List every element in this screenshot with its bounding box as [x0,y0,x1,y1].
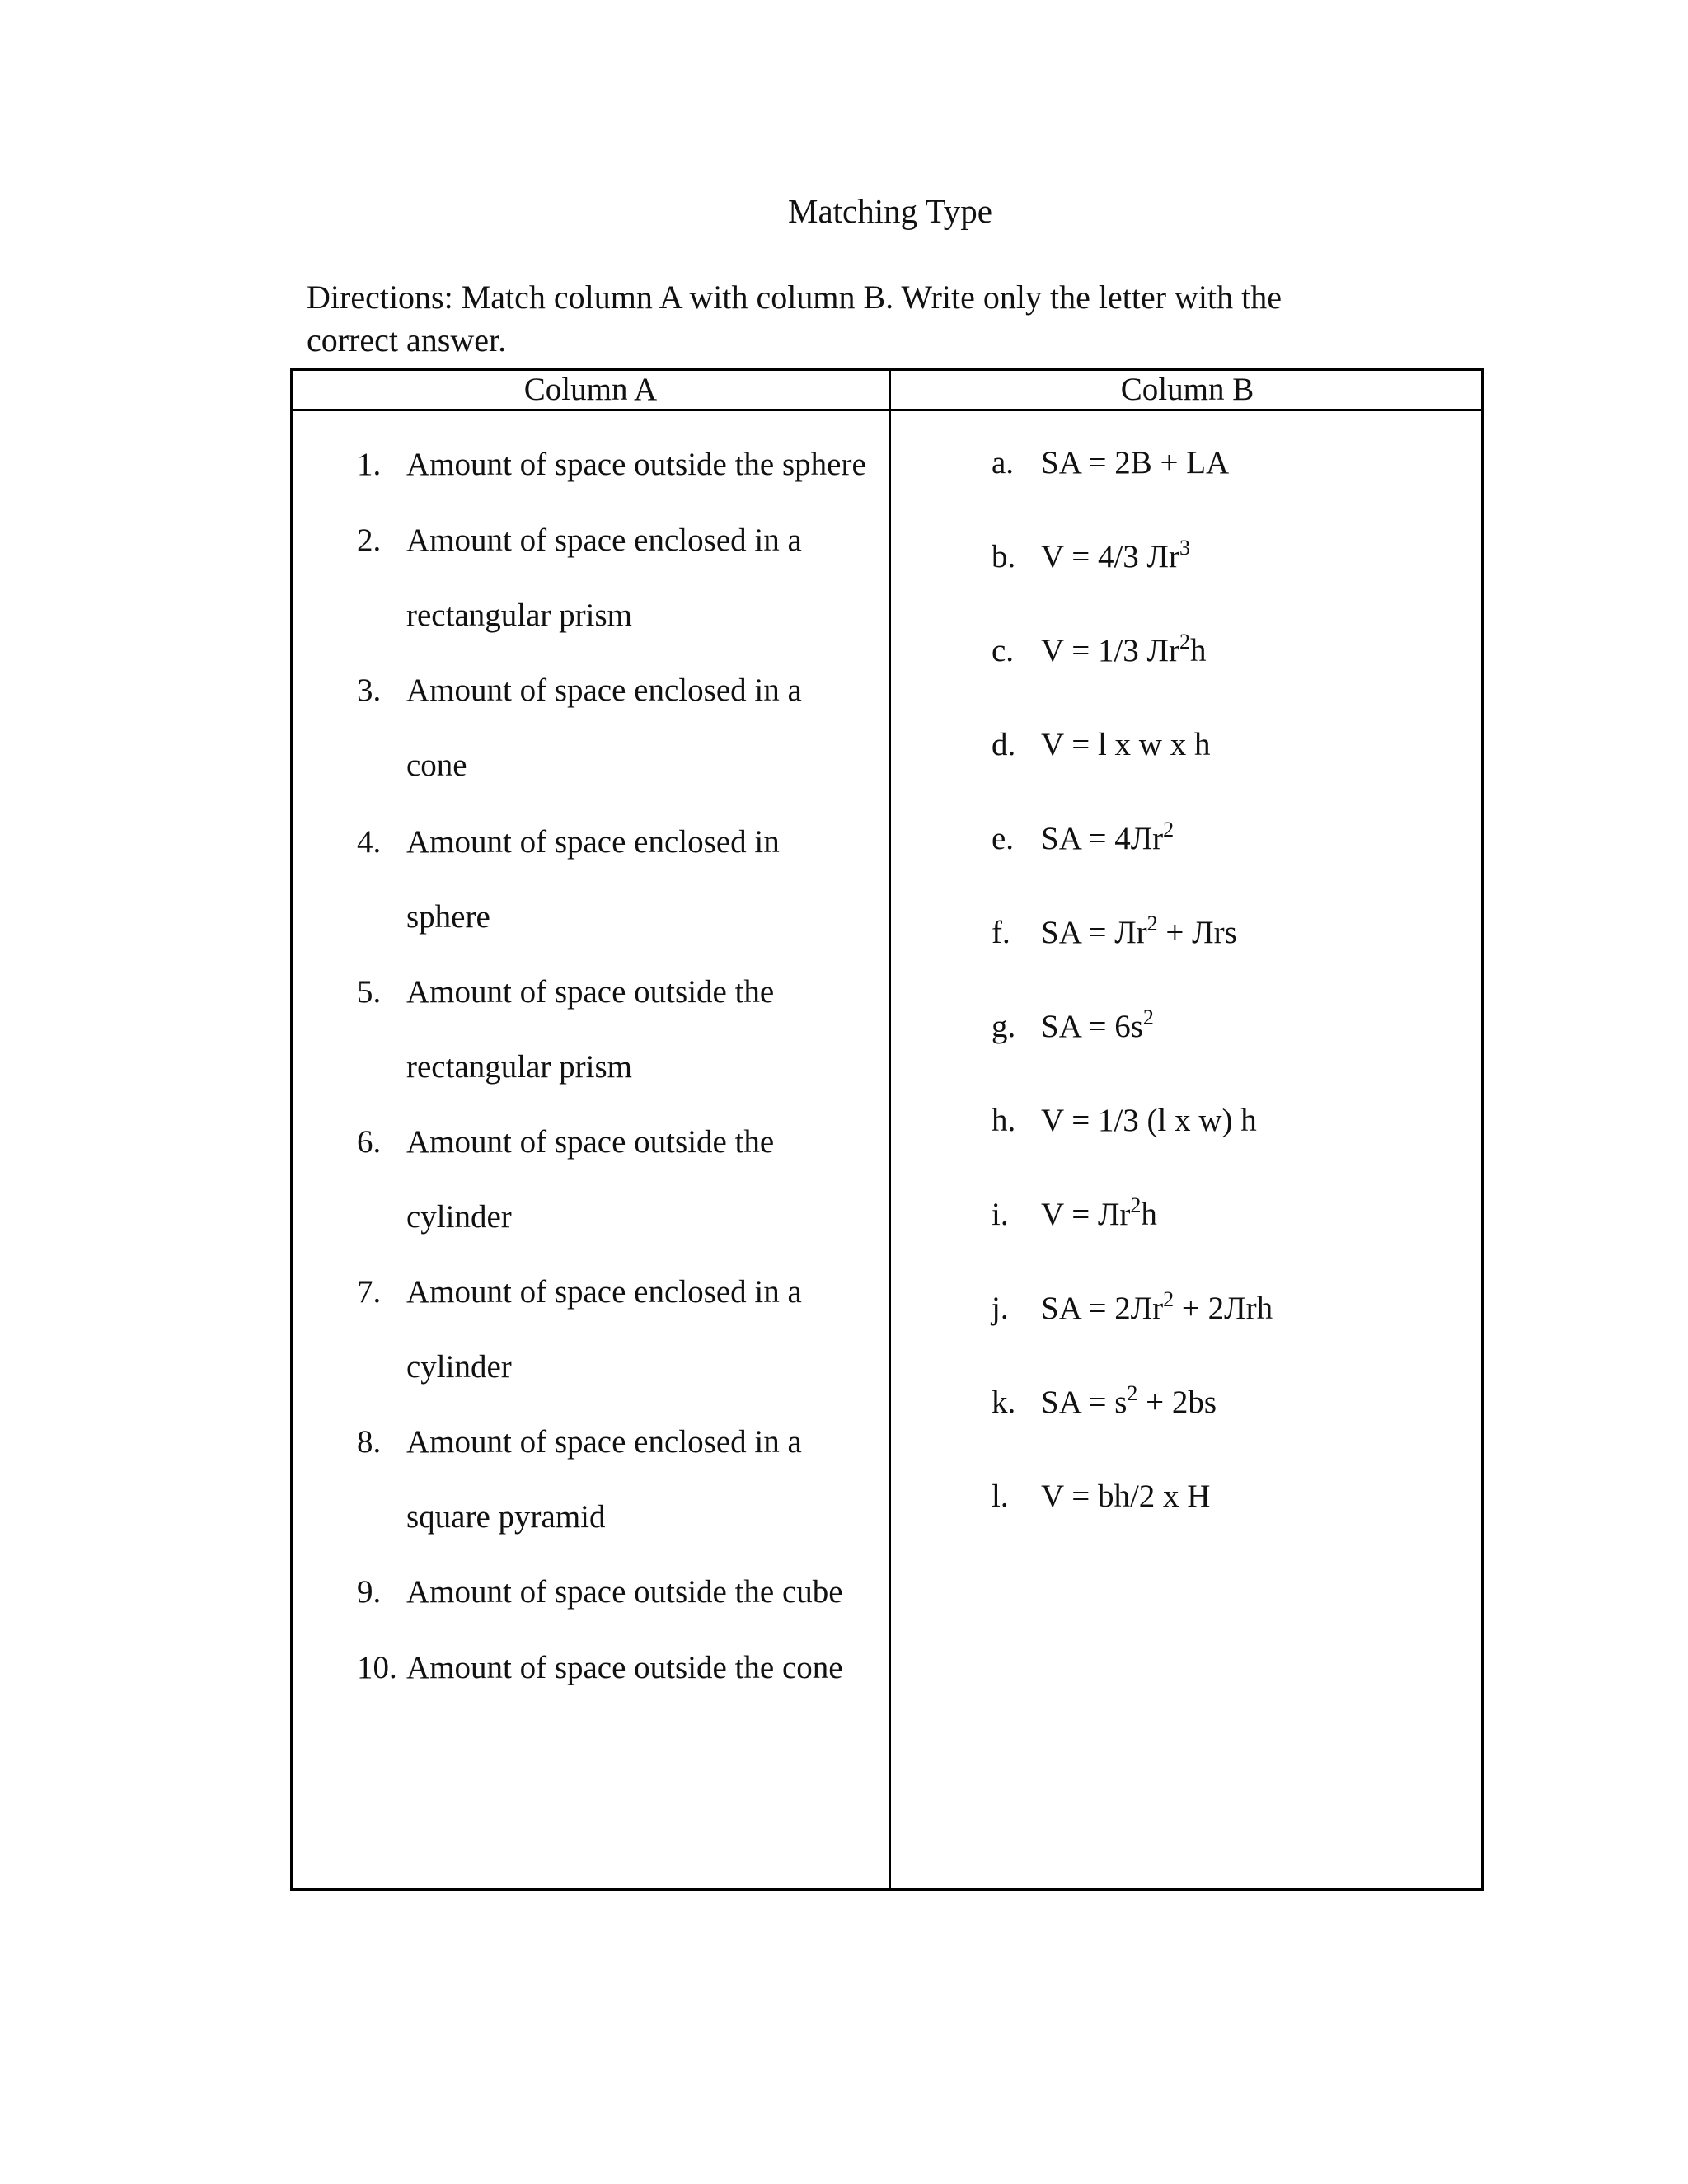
option-letter: e. [992,821,1015,856]
item-text: Amount of space enclosed in a [406,673,802,708]
option-letter: d. [992,727,1016,762]
option-letter: a. [992,445,1015,480]
item-number: 6. [357,1124,382,1160]
item-number: 9. [357,1574,382,1610]
item-text-continued: cylinder [406,1199,512,1235]
column-a-header: Column A [523,372,658,407]
option-letter: l. [992,1479,1009,1514]
column-divider [889,371,891,1888]
option-formula: SA = $4Лr^2$ [1041,818,1175,856]
item-text-continued: cone [406,748,467,783]
item-text-continued: sphere [406,899,490,935]
option-letter: c. [992,633,1015,668]
option-formula: SA = $6s^2$ [1041,1005,1154,1044]
item-number: 10. [357,1650,397,1685]
option-letter: g. [992,1009,1016,1044]
directions-text: Directions: Match column A with column B. Write only the letter with the correct answer. [307,279,1282,359]
item-number: 4. [357,824,382,860]
option-letter: k. [992,1385,1016,1420]
option-formula: SA = $Лr^2$ + Лrs [1041,912,1237,950]
option-letter: h. [992,1103,1016,1138]
item-number: 1. [357,447,382,482]
header-divider [293,409,1481,411]
item-text: Amount of space enclosed in a [406,523,802,558]
item-text: Amount of space outside the cube [406,1574,843,1610]
option-formula: $V = Лr^2h$ [1041,1193,1157,1232]
option-letter: i. [992,1197,1009,1232]
option-formula: V = 1/3 $Лr^2h$ [1041,630,1207,668]
option-formula: V = bh/2 x H [1041,1479,1211,1514]
item-number: 7. [357,1274,382,1310]
option-formula: V = 1/3 (l x w) h [1041,1103,1257,1138]
page-title: Matching Type [787,192,993,230]
option-letter: f. [992,915,1010,950]
item-text: Amount of space outside the [406,1124,775,1160]
item-number: 5. [357,974,382,1010]
option-formula: V = 4/3 $Лr^3$ [1041,536,1190,574]
item-number: 2. [357,523,382,558]
option-formula: SA = 2B + LA [1041,445,1230,480]
item-text-continued: rectangular prism [406,598,632,633]
option-formula: SA = $2Лr^2 + 2Лrh$ [1041,1287,1273,1326]
item-text: Amount of space enclosed in [406,824,780,860]
item-number: 8. [357,1424,382,1460]
option-formula: V = l x w x h [1041,727,1211,762]
column-b-header: Column B [1120,372,1254,407]
item-text-continued: rectangular prism [406,1049,632,1085]
option-formula: SA = $s^2 + 2bs$ [1041,1381,1217,1420]
item-text-continued: cylinder [406,1349,512,1385]
item-text: Amount of space outside the cone [406,1650,843,1685]
matching-table [290,368,1484,1891]
option-letter: b. [992,539,1016,574]
item-text: Amount of space outside the sphere [406,447,866,482]
item-text-continued: square pyramid [406,1499,606,1535]
item-number: 3. [357,673,382,708]
option-letter: j. [992,1291,1009,1326]
item-text: Amount of space enclosed in a [406,1274,802,1310]
item-text: Amount of space enclosed in a [406,1424,802,1460]
item-text: Amount of space outside the [406,974,775,1010]
